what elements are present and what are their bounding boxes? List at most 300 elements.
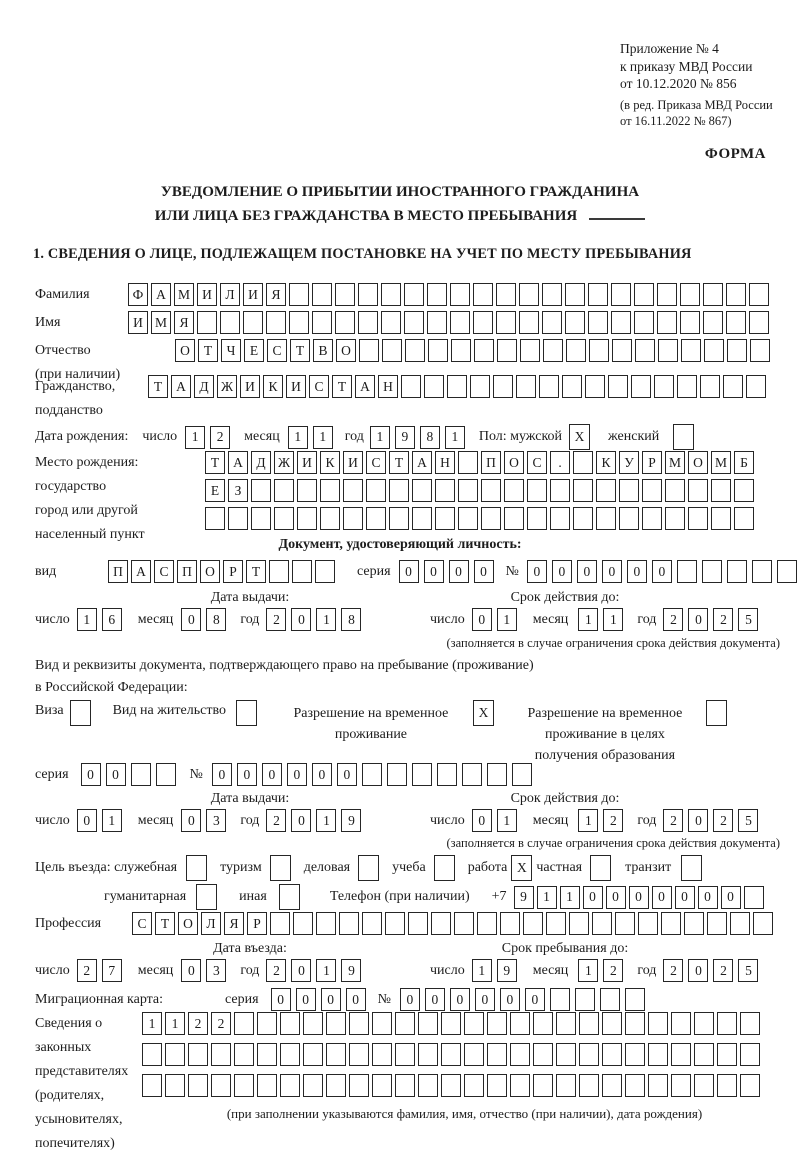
char-cell[interactable]: 0	[688, 809, 708, 832]
char-cell[interactable]: 1	[316, 608, 336, 631]
char-cell[interactable]	[600, 988, 620, 1011]
char-cell[interactable]: Ж	[274, 451, 294, 474]
doc-valid-month-cells[interactable]	[578, 608, 623, 631]
char-cell[interactable]	[395, 1074, 415, 1097]
char-cell[interactable]	[297, 479, 317, 502]
char-cell[interactable]: Р	[223, 560, 243, 583]
char-cell[interactable]	[688, 479, 708, 502]
char-cell[interactable]	[251, 479, 271, 502]
char-cell[interactable]	[706, 700, 727, 726]
char-cell[interactable]: О	[336, 339, 356, 362]
char-cell[interactable]: А	[171, 375, 191, 398]
char-cell[interactable]: С	[309, 375, 329, 398]
char-cell[interactable]: 0	[449, 560, 469, 583]
name-cells[interactable]	[128, 311, 769, 334]
char-cell[interactable]: 0	[291, 959, 311, 982]
char-cell[interactable]: А	[151, 283, 171, 306]
char-cell[interactable]: Т	[389, 451, 409, 474]
char-cell[interactable]: 8	[206, 608, 226, 631]
char-cell[interactable]	[575, 988, 595, 1011]
char-cell[interactable]: 0	[525, 988, 545, 1011]
char-cell[interactable]	[437, 763, 457, 786]
char-cell[interactable]	[717, 1074, 737, 1097]
char-cell[interactable]	[703, 283, 723, 306]
char-cell[interactable]	[565, 283, 585, 306]
char-cell[interactable]: 0	[602, 560, 622, 583]
char-cell[interactable]	[188, 1043, 208, 1066]
char-cell[interactable]	[427, 283, 447, 306]
char-cell[interactable]: 0	[606, 886, 626, 909]
birth-day-cells[interactable]	[185, 426, 230, 449]
purpose-tourism-checkbox[interactable]	[270, 855, 291, 881]
entry-month-cells[interactable]	[181, 959, 226, 982]
char-cell[interactable]: 0	[181, 809, 201, 832]
char-cell[interactable]	[270, 855, 291, 881]
char-cell[interactable]	[274, 479, 294, 502]
char-cell[interactable]: Т	[205, 451, 225, 474]
char-cell[interactable]	[372, 1043, 392, 1066]
char-cell[interactable]	[236, 700, 257, 726]
char-cell[interactable]: 0	[629, 886, 649, 909]
char-cell[interactable]	[408, 912, 428, 935]
char-cell[interactable]: Т	[246, 560, 266, 583]
char-cell[interactable]	[550, 988, 570, 1011]
char-cell[interactable]	[740, 1012, 760, 1035]
char-cell[interactable]	[702, 560, 722, 583]
char-cell[interactable]: Т	[290, 339, 310, 362]
char-cell[interactable]: И	[128, 311, 148, 334]
char-cell[interactable]	[550, 479, 570, 502]
char-cell[interactable]	[727, 560, 747, 583]
char-cell[interactable]	[165, 1074, 185, 1097]
char-cell[interactable]: О	[688, 451, 708, 474]
char-cell[interactable]	[694, 1074, 714, 1097]
permit-valid-month-cells[interactable]	[578, 809, 623, 832]
char-cell[interactable]	[734, 507, 754, 530]
char-cell[interactable]: 2	[77, 959, 97, 982]
char-cell[interactable]: 9	[341, 809, 361, 832]
char-cell[interactable]: 0	[425, 988, 445, 1011]
char-cell[interactable]	[234, 1043, 254, 1066]
char-cell[interactable]: М	[711, 451, 731, 474]
char-cell[interactable]	[464, 1043, 484, 1066]
char-cell[interactable]: 2	[603, 959, 623, 982]
char-cell[interactable]	[752, 560, 772, 583]
char-cell[interactable]: 0	[627, 560, 647, 583]
char-cell[interactable]: 6	[102, 608, 122, 631]
permit-number-cells[interactable]	[212, 763, 532, 786]
char-cell[interactable]	[727, 339, 747, 362]
phone-cells[interactable]	[514, 886, 764, 909]
char-cell[interactable]: 2	[266, 809, 286, 832]
profession-cells[interactable]	[132, 912, 773, 935]
char-cell[interactable]	[412, 763, 432, 786]
char-cell[interactable]: 0	[346, 988, 366, 1011]
char-cell[interactable]: 1	[313, 426, 333, 449]
char-cell[interactable]	[677, 560, 697, 583]
char-cell[interactable]	[648, 1043, 668, 1066]
char-cell[interactable]: 0	[698, 886, 718, 909]
char-cell[interactable]	[269, 560, 289, 583]
char-cell[interactable]: 1	[77, 608, 97, 631]
char-cell[interactable]	[234, 1012, 254, 1035]
char-cell[interactable]: Л	[201, 912, 221, 935]
char-cell[interactable]: 5	[738, 959, 758, 982]
char-cell[interactable]: 1	[497, 608, 517, 631]
char-cell[interactable]: X	[473, 700, 494, 726]
char-cell[interactable]	[197, 311, 217, 334]
char-cell[interactable]	[592, 912, 612, 935]
char-cell[interactable]	[648, 1074, 668, 1097]
char-cell[interactable]	[704, 339, 724, 362]
birth-year-cells[interactable]	[370, 426, 465, 449]
char-cell[interactable]	[625, 1074, 645, 1097]
char-cell[interactable]: Т	[332, 375, 352, 398]
char-cell[interactable]: 9	[497, 959, 517, 982]
char-cell[interactable]	[723, 375, 743, 398]
char-cell[interactable]: 0	[400, 988, 420, 1011]
char-cell[interactable]	[730, 912, 750, 935]
char-cell[interactable]	[749, 283, 769, 306]
char-cell[interactable]	[358, 855, 379, 881]
char-cell[interactable]	[211, 1074, 231, 1097]
char-cell[interactable]	[447, 375, 467, 398]
char-cell[interactable]: С	[132, 912, 152, 935]
char-cell[interactable]: Л	[220, 283, 240, 306]
char-cell[interactable]: П	[177, 560, 197, 583]
char-cell[interactable]	[335, 283, 355, 306]
char-cell[interactable]: 0	[450, 988, 470, 1011]
char-cell[interactable]: И	[197, 283, 217, 306]
char-cell[interactable]	[382, 339, 402, 362]
char-cell[interactable]	[569, 912, 589, 935]
char-cell[interactable]: А	[131, 560, 151, 583]
char-cell[interactable]	[573, 451, 593, 474]
birth-month-cells[interactable]	[288, 426, 333, 449]
char-cell[interactable]	[596, 507, 616, 530]
char-cell[interactable]: 2	[713, 959, 733, 982]
char-cell[interactable]	[279, 884, 300, 910]
char-cell[interactable]	[744, 886, 764, 909]
char-cell[interactable]: И	[240, 375, 260, 398]
char-cell[interactable]	[711, 507, 731, 530]
char-cell[interactable]	[671, 1012, 691, 1035]
char-cell[interactable]: 1	[142, 1012, 162, 1035]
char-cell[interactable]	[665, 507, 685, 530]
char-cell[interactable]	[405, 339, 425, 362]
char-cell[interactable]	[753, 912, 773, 935]
char-cell[interactable]	[293, 912, 313, 935]
char-cell[interactable]	[339, 912, 359, 935]
stay-year-cells[interactable]	[663, 959, 758, 982]
char-cell[interactable]	[366, 507, 386, 530]
char-cell[interactable]	[634, 283, 654, 306]
char-cell[interactable]	[142, 1043, 162, 1066]
char-cell[interactable]: К	[263, 375, 283, 398]
char-cell[interactable]	[477, 912, 497, 935]
char-cell[interactable]	[186, 855, 207, 881]
char-cell[interactable]	[510, 1043, 530, 1066]
char-cell[interactable]	[335, 311, 355, 334]
char-cell[interactable]: 0	[474, 560, 494, 583]
char-cell[interactable]: О	[175, 339, 195, 362]
char-cell[interactable]: 0	[312, 763, 332, 786]
char-cell[interactable]	[588, 283, 608, 306]
char-cell[interactable]: 1	[578, 608, 598, 631]
char-cell[interactable]	[533, 1074, 553, 1097]
char-cell[interactable]: 2	[603, 809, 623, 832]
char-cell[interactable]	[566, 339, 586, 362]
birthplace-row2-cells[interactable]	[205, 479, 754, 502]
char-cell[interactable]	[612, 339, 632, 362]
char-cell[interactable]	[372, 1074, 392, 1097]
char-cell[interactable]	[542, 311, 562, 334]
doc-valid-day-cells[interactable]	[472, 608, 517, 631]
char-cell[interactable]	[673, 424, 694, 450]
char-cell[interactable]	[556, 1043, 576, 1066]
edu-permit-checkbox[interactable]	[706, 700, 727, 726]
char-cell[interactable]	[740, 1043, 760, 1066]
char-cell[interactable]	[320, 479, 340, 502]
char-cell[interactable]: Ж	[217, 375, 237, 398]
char-cell[interactable]	[635, 339, 655, 362]
purpose-private-checkbox[interactable]	[590, 855, 611, 881]
char-cell[interactable]	[211, 1043, 231, 1066]
doc-issue-month-cells[interactable]	[181, 608, 226, 631]
char-cell[interactable]	[349, 1012, 369, 1035]
char-cell[interactable]	[707, 912, 727, 935]
char-cell[interactable]	[280, 1012, 300, 1035]
char-cell[interactable]: 0	[399, 560, 419, 583]
char-cell[interactable]: 0	[424, 560, 444, 583]
purpose-work-checkbox[interactable]	[511, 855, 532, 881]
char-cell[interactable]: 1	[537, 886, 557, 909]
char-cell[interactable]	[565, 311, 585, 334]
char-cell[interactable]: 1	[578, 809, 598, 832]
char-cell[interactable]	[349, 1074, 369, 1097]
char-cell[interactable]	[372, 1012, 392, 1035]
char-cell[interactable]	[533, 1043, 553, 1066]
char-cell[interactable]	[458, 479, 478, 502]
char-cell[interactable]	[539, 375, 559, 398]
char-cell[interactable]	[694, 1012, 714, 1035]
char-cell[interactable]	[542, 283, 562, 306]
sex-female-checkbox[interactable]	[673, 424, 694, 450]
visa-checkbox[interactable]	[70, 700, 91, 726]
permit-issue-day-cells[interactable]	[77, 809, 122, 832]
char-cell[interactable]: Я	[174, 311, 194, 334]
char-cell[interactable]: 0	[652, 886, 672, 909]
char-cell[interactable]	[326, 1074, 346, 1097]
char-cell[interactable]	[451, 339, 471, 362]
char-cell[interactable]: О	[504, 451, 524, 474]
char-cell[interactable]	[381, 283, 401, 306]
char-cell[interactable]	[700, 375, 720, 398]
permit-issue-month-cells[interactable]	[181, 809, 226, 832]
char-cell[interactable]	[280, 1074, 300, 1097]
char-cell[interactable]	[777, 560, 797, 583]
char-cell[interactable]: 1	[288, 426, 308, 449]
char-cell[interactable]: П	[481, 451, 501, 474]
char-cell[interactable]	[680, 283, 700, 306]
char-cell[interactable]	[602, 1043, 622, 1066]
char-cell[interactable]: 0	[472, 809, 492, 832]
char-cell[interactable]	[165, 1043, 185, 1066]
char-cell[interactable]	[70, 700, 91, 726]
char-cell[interactable]	[289, 311, 309, 334]
char-cell[interactable]: 1	[578, 959, 598, 982]
char-cell[interactable]	[602, 1074, 622, 1097]
char-cell[interactable]: 2	[266, 608, 286, 631]
char-cell[interactable]	[527, 479, 547, 502]
char-cell[interactable]	[504, 507, 524, 530]
char-cell[interactable]: У	[619, 451, 639, 474]
char-cell[interactable]: 0	[475, 988, 495, 1011]
char-cell[interactable]	[243, 311, 263, 334]
char-cell[interactable]: 9	[395, 426, 415, 449]
entry-year-cells[interactable]	[266, 959, 361, 982]
char-cell[interactable]: О	[200, 560, 220, 583]
char-cell[interactable]	[615, 912, 635, 935]
char-cell[interactable]	[746, 375, 766, 398]
char-cell[interactable]: 2	[211, 1012, 231, 1035]
char-cell[interactable]	[750, 339, 770, 362]
char-cell[interactable]	[220, 311, 240, 334]
char-cell[interactable]	[458, 507, 478, 530]
char-cell[interactable]	[487, 1043, 507, 1066]
birthplace-row1-cells[interactable]	[205, 451, 754, 474]
char-cell[interactable]	[473, 283, 493, 306]
char-cell[interactable]: 1	[185, 426, 205, 449]
char-cell[interactable]	[487, 1074, 507, 1097]
char-cell[interactable]	[470, 375, 490, 398]
char-cell[interactable]: М	[174, 283, 194, 306]
char-cell[interactable]: 2	[713, 608, 733, 631]
char-cell[interactable]: X	[511, 855, 532, 881]
purpose-study-checkbox[interactable]	[434, 855, 455, 881]
char-cell[interactable]	[638, 912, 658, 935]
char-cell[interactable]	[387, 763, 407, 786]
char-cell[interactable]	[749, 311, 769, 334]
char-cell[interactable]: В	[313, 339, 333, 362]
char-cell[interactable]	[602, 1012, 622, 1035]
char-cell[interactable]: 0	[291, 809, 311, 832]
stay-day-cells[interactable]	[472, 959, 517, 982]
char-cell[interactable]	[657, 283, 677, 306]
reps-row2-cells[interactable]	[142, 1043, 760, 1066]
char-cell[interactable]	[462, 763, 482, 786]
char-cell[interactable]	[611, 283, 631, 306]
char-cell[interactable]	[401, 375, 421, 398]
char-cell[interactable]: 1	[102, 809, 122, 832]
char-cell[interactable]	[303, 1074, 323, 1097]
char-cell[interactable]	[579, 1074, 599, 1097]
char-cell[interactable]	[680, 311, 700, 334]
char-cell[interactable]: 2	[663, 608, 683, 631]
char-cell[interactable]	[543, 339, 563, 362]
char-cell[interactable]: Ч	[221, 339, 241, 362]
char-cell[interactable]: Я	[266, 283, 286, 306]
char-cell[interactable]	[418, 1074, 438, 1097]
char-cell[interactable]	[385, 912, 405, 935]
permit-issue-year-cells[interactable]	[266, 809, 361, 832]
char-cell[interactable]	[418, 1043, 438, 1066]
char-cell[interactable]	[556, 1074, 576, 1097]
char-cell[interactable]	[625, 1043, 645, 1066]
char-cell[interactable]	[657, 311, 677, 334]
char-cell[interactable]: .	[550, 451, 570, 474]
char-cell[interactable]	[550, 507, 570, 530]
char-cell[interactable]	[694, 1043, 714, 1066]
char-cell[interactable]: И	[286, 375, 306, 398]
char-cell[interactable]: X	[569, 424, 590, 450]
char-cell[interactable]: 2	[266, 959, 286, 982]
char-cell[interactable]: 2	[188, 1012, 208, 1035]
char-cell[interactable]: 0	[721, 886, 741, 909]
char-cell[interactable]: И	[343, 451, 363, 474]
char-cell[interactable]: Д	[251, 451, 271, 474]
char-cell[interactable]: 0	[262, 763, 282, 786]
char-cell[interactable]: 3	[206, 809, 226, 832]
char-cell[interactable]: 2	[663, 809, 683, 832]
char-cell[interactable]	[303, 1012, 323, 1035]
char-cell[interactable]	[441, 1074, 461, 1097]
char-cell[interactable]	[681, 339, 701, 362]
char-cell[interactable]	[315, 560, 335, 583]
char-cell[interactable]: Е	[244, 339, 264, 362]
char-cell[interactable]	[418, 1012, 438, 1035]
char-cell[interactable]	[228, 507, 248, 530]
char-cell[interactable]	[711, 479, 731, 502]
char-cell[interactable]	[450, 283, 470, 306]
residence-permit-checkbox[interactable]	[236, 700, 257, 726]
char-cell[interactable]	[734, 479, 754, 502]
char-cell[interactable]	[381, 311, 401, 334]
char-cell[interactable]	[596, 479, 616, 502]
char-cell[interactable]: М	[151, 311, 171, 334]
char-cell[interactable]	[156, 763, 176, 786]
char-cell[interactable]: 0	[212, 763, 232, 786]
doc-valid-year-cells[interactable]	[663, 608, 758, 631]
char-cell[interactable]: А	[412, 451, 432, 474]
char-cell[interactable]	[717, 1043, 737, 1066]
char-cell[interactable]	[726, 311, 746, 334]
char-cell[interactable]	[625, 988, 645, 1011]
char-cell[interactable]	[512, 763, 532, 786]
char-cell[interactable]: 0	[181, 608, 201, 631]
purpose-official-checkbox[interactable]	[186, 855, 207, 881]
char-cell[interactable]	[389, 507, 409, 530]
doc-issue-day-cells[interactable]	[77, 608, 122, 631]
char-cell[interactable]	[523, 912, 543, 935]
char-cell[interactable]	[320, 507, 340, 530]
char-cell[interactable]: С	[527, 451, 547, 474]
char-cell[interactable]	[473, 311, 493, 334]
char-cell[interactable]	[654, 375, 674, 398]
birthplace-row3-cells[interactable]	[205, 507, 754, 530]
char-cell[interactable]	[434, 855, 455, 881]
purpose-business-checkbox[interactable]	[358, 855, 379, 881]
char-cell[interactable]: 0	[527, 560, 547, 583]
char-cell[interactable]: 2	[713, 809, 733, 832]
char-cell[interactable]	[500, 912, 520, 935]
char-cell[interactable]	[474, 339, 494, 362]
char-cell[interactable]: М	[665, 451, 685, 474]
char-cell[interactable]	[588, 311, 608, 334]
char-cell[interactable]	[404, 283, 424, 306]
char-cell[interactable]	[487, 1012, 507, 1035]
char-cell[interactable]: 0	[688, 608, 708, 631]
